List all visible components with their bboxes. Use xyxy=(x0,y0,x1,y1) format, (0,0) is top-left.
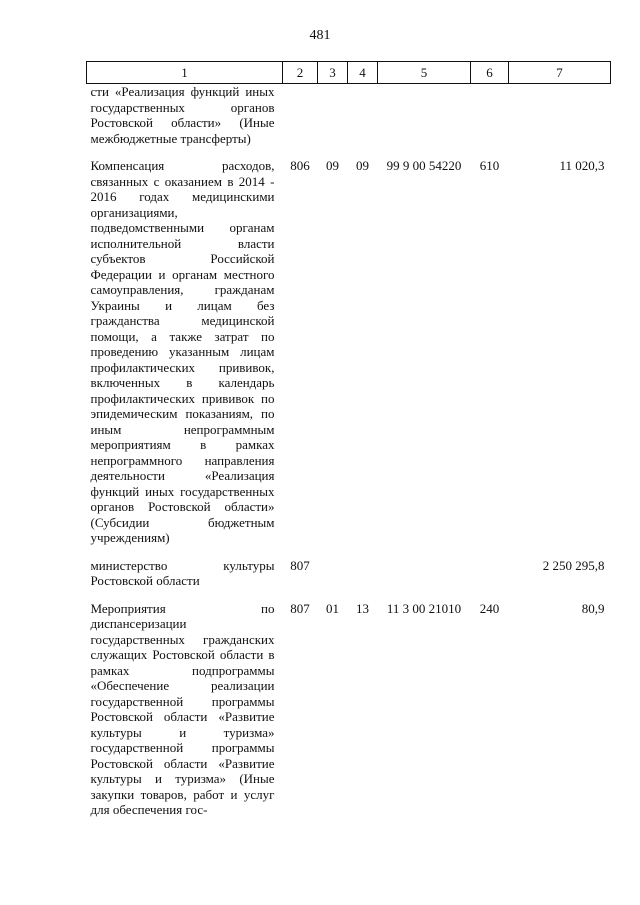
row-vr xyxy=(471,84,509,159)
table-body xyxy=(87,84,611,818)
row-pr: 09 xyxy=(356,158,369,173)
row-rz xyxy=(318,84,348,159)
row-pr xyxy=(348,558,378,601)
header-col-1: 1 xyxy=(87,62,283,84)
budget-table xyxy=(86,61,611,818)
row-rz xyxy=(318,558,348,601)
table-header xyxy=(87,62,611,84)
row-csr: 99 9 00 54220 xyxy=(386,158,462,173)
row-vr: 240 xyxy=(479,600,500,616)
header-col-6: 6 xyxy=(471,62,509,84)
row-name: министерство культуры Ростовской области xyxy=(90,557,275,588)
header-col-5: 5 xyxy=(378,62,471,84)
row-sum: 2 250 295,8 xyxy=(542,557,605,573)
header-col-4: 4 xyxy=(348,62,378,84)
row-sum xyxy=(509,84,611,159)
row-csr xyxy=(378,558,471,601)
row-rz: 01 xyxy=(326,600,339,616)
row-vr: 610 xyxy=(479,158,500,173)
table-row xyxy=(87,601,611,818)
row-grbs: 806 xyxy=(290,158,310,173)
header-col-3: 3 xyxy=(318,62,348,84)
header-col-2: 2 xyxy=(283,62,318,84)
header-row xyxy=(87,62,611,84)
row-grbs: 807 xyxy=(290,600,310,616)
row-csr: 11 3 00 21010 xyxy=(386,600,462,616)
row-grbs: 807 xyxy=(290,557,310,573)
table-row xyxy=(87,84,611,159)
header-col-7: 7 xyxy=(509,62,611,84)
page-number: 481 xyxy=(309,28,331,43)
row-grbs xyxy=(283,84,318,159)
row-pr: 13 xyxy=(356,600,369,616)
row-pr xyxy=(348,84,378,159)
table-row xyxy=(87,158,611,558)
row-sum: 11 020,3 xyxy=(559,158,605,173)
row-vr xyxy=(471,558,509,601)
row-name: Компенсация расходов, связанных с оказанием в 2014 - 2016 годах медицинскими организациями, подведомственными органам исполнительной власти субъектов Российской Федерации и органам местного самоуправления, гражданам Украины и лицам без гражданства медицинской помощи, а также затрат по проведению указанным лицам профилактических прививок, включенных в календарь профилактических прививок по эпидемическим показаниям, по иным непрограммным мероприятиям в рамках непрограммного направления деятельности «Реализация функций иных государственных органов Ростовской области» (Субсидии бюджетным учреждениям) xyxy=(90,158,275,545)
row-csr xyxy=(378,84,471,159)
row-name: Мероприятия по диспансеризации государственных гражданских служащих Ростовской области в рамках подпрограммы «Обеспечение реализации государственной программы Ростовской области «Развитие культуры и туризма» государственной программы Ростовской области «Развитие культуры и туризма» (Иные закупки товаров, работ и услуг для обеспечения гос- xyxy=(90,600,275,817)
row-name: сти «Реализация функций иных государственных органов Ростовской области» (Иные межбюджетные трансферты) xyxy=(90,84,275,146)
row-rz: 09 xyxy=(326,158,339,173)
row-sum: 80,9 xyxy=(581,600,605,616)
table-row xyxy=(87,558,611,601)
